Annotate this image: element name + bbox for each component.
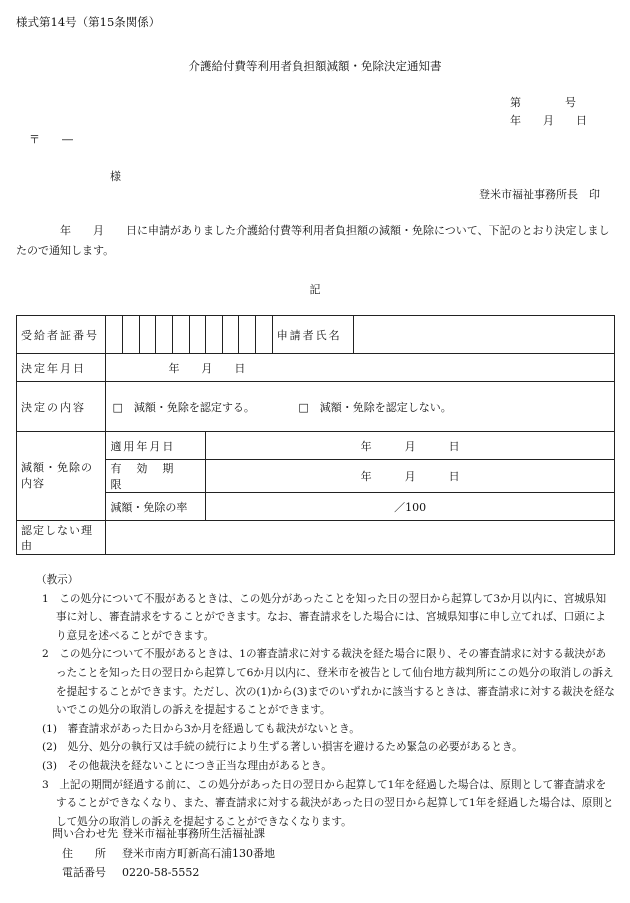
decision-date-label: 決定年月日 <box>17 354 106 382</box>
instruction-subitem-1: (1) 審査請求があった日から3か月を経過しても裁決がないとき。 <box>42 722 360 735</box>
reject-reason-cell <box>106 521 615 555</box>
document-title: 介護給付費等利用者負担額減額・免除決定通知書 <box>188 59 442 73</box>
addressee-suffix: 様 <box>110 170 121 183</box>
applicant-name-label: 申請者氏名 <box>272 316 353 354</box>
reduction-content-label: 減額・免除の内容 <box>17 432 106 521</box>
instruction-item-3: 3 上記の期間が経過する前に、この処分があった日の翌日から起算して1年を経過した場合は、原則として審査請求をすることができなくなり、また、審査請求に対する裁決があった日の翌日から起算して1年を経過した場合は、原則として処分の取消しの訴えを提起することができなくなります。 <box>42 778 614 828</box>
sender-name: 登米市福祉事務所長 印 <box>479 188 600 201</box>
phone-value: 0220-58-5552 <box>122 866 200 879</box>
decision-content-cell <box>106 382 615 432</box>
inquiry-label: 問い合わせ先 <box>52 827 118 840</box>
recipient-number-label: 受給者証番号 <box>17 316 106 354</box>
address-label: 住 所 <box>62 846 106 860</box>
apply-date-value: 年 月 日 <box>206 432 615 460</box>
decision-content-label: 決定の内容 <box>17 382 106 432</box>
postal-code: 〒 ― <box>29 133 73 146</box>
option-reject[interactable]: □ 減額・免除を認定しない。 <box>298 400 452 414</box>
recipient-digit-cell <box>123 316 140 354</box>
instruction-item-2: 2 この処分について不服があるときは、1の審査請求に対する裁決を経た場合に限り、その審査請求に対する裁決があったことを知った日の翌日から起算して6か月以内に、登米市を被告として仙台地方裁判所にこの処分の取消しの訴えを提起することができます。ただし、次の(1)から(3)までのいずれかに該当するときは、審査請求に対する裁決を経ないでこの処分の取消しの訴えを提起することができます。 <box>42 648 615 717</box>
instructions <box>36 571 616 831</box>
recipient-digit-cell <box>222 316 239 354</box>
instructions-heading: （教示） <box>36 574 79 586</box>
recipient-digit-cell <box>139 316 156 354</box>
option-approve[interactable]: □ 減額・免除を認定する。 <box>112 400 255 414</box>
form-number: 様式第14号（第15条関係） <box>16 15 161 29</box>
instruction-item-1: 1 この処分について不服があるときは、この処分があったことを知った日の翌日から起算して3か月以内に、宮城県知事に対し、審査請求をすることができます。なお、審査請求をした場合には、宮城県知事に申し立てれば、口頭により意見を述べることができます。 <box>42 592 607 642</box>
instruction-subitem-3: (3) その他裁決を経ないことにつき正当な理由があるとき。 <box>42 759 332 772</box>
decision-table <box>16 315 615 555</box>
valid-period-label: 有 効 期 限 <box>106 460 206 493</box>
contact-info <box>52 824 275 883</box>
recipient-digit-cell <box>189 316 206 354</box>
document-date: 年 月 日 <box>510 114 587 127</box>
phone-label: 電話番号 <box>62 866 106 879</box>
recipient-digit-cell <box>206 316 223 354</box>
document-number: 第 号 <box>510 96 576 109</box>
reduction-rate-label: 減額・免除の率 <box>106 493 206 521</box>
decision-date-value: 年 月 日 <box>168 361 246 375</box>
apply-date-label: 適用年月日 <box>106 432 206 460</box>
instruction-subitem-2: (2) 処分、処分の執行又は手続の続行により生ずる著しい損害を避けるため緊急の必要があるとき。 <box>42 741 523 754</box>
recipient-digit-cell <box>239 316 256 354</box>
notice-body: 年 月 日に申請がありました介護給付費等利用者負担額の減額・免除について、下記のとおり決定しましたので通知します。 <box>16 224 610 257</box>
recipient-digit-cell <box>256 316 273 354</box>
reduction-rate-value: ／100 <box>206 493 615 521</box>
ki-heading: 記 <box>309 283 321 296</box>
inquiry-value: 登米市福祉事務所生活福祉課 <box>122 827 265 840</box>
decision-date-cell <box>106 354 615 382</box>
recipient-digit-cell <box>156 316 173 354</box>
address-value: 登米市南方町新高石浦130番地 <box>122 846 275 860</box>
valid-period-value: 年 月 日 <box>206 460 615 493</box>
recipient-digit-cell <box>106 316 123 354</box>
recipient-digit-cell <box>172 316 189 354</box>
reject-reason-label: 認定しない理由 <box>17 521 106 555</box>
applicant-name-cell <box>353 316 614 354</box>
